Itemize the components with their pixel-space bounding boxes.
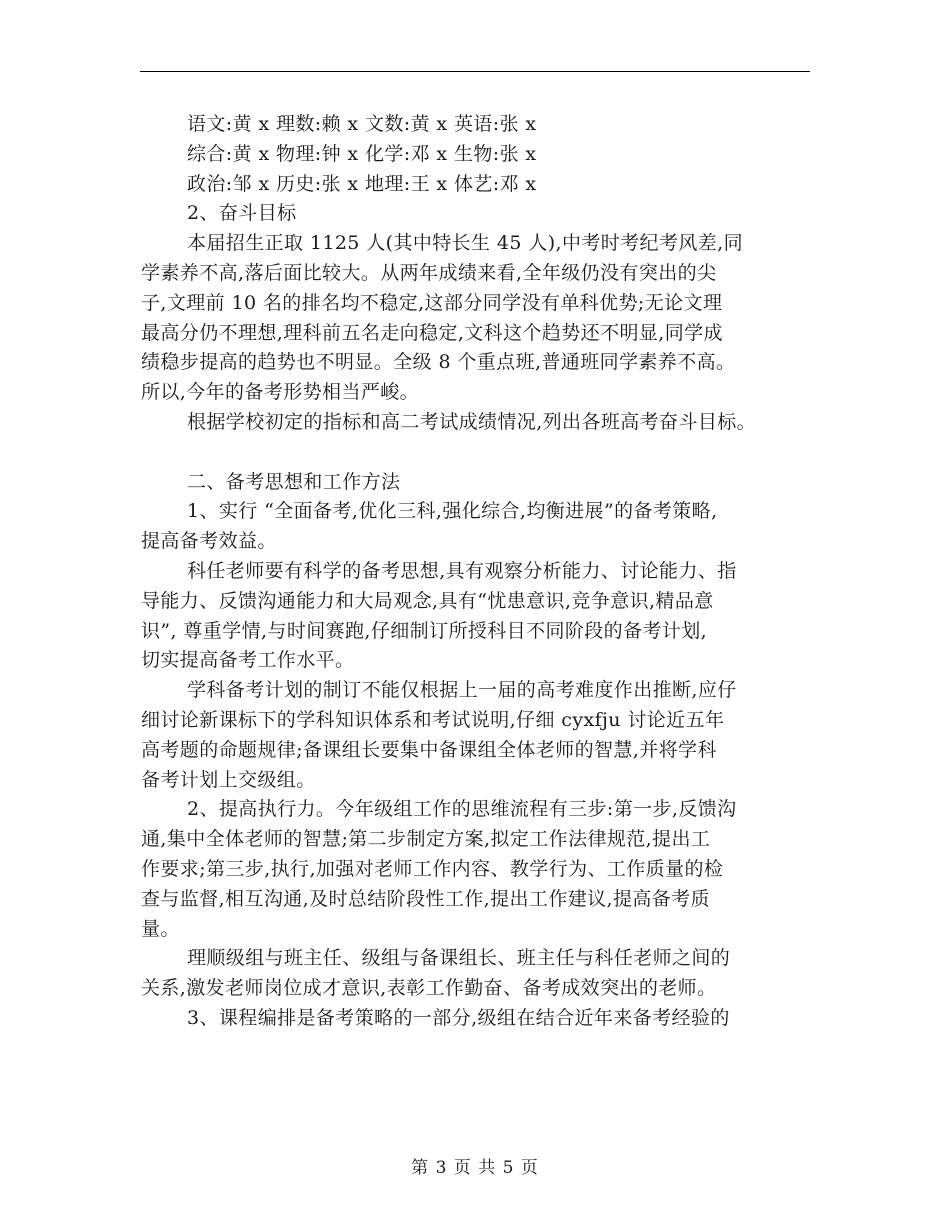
text-line: 二、备考思想和工作方法 [187, 470, 401, 493]
text-line: 切实提高备考工作水平。 [141, 649, 355, 672]
text-line: 细讨论新课标下的学科知识体系和考试说明,仔细 cyxfju 讨论近五年 [141, 708, 725, 731]
text-line: 所以,今年的备考形势相当严峻。 [141, 381, 420, 404]
text-line: 3、课程编排是备考策略的一部分,级组在结合近年来备考经验的 [187, 1006, 730, 1029]
text-line: 理顺级组与班主任、级组与备课组长、班主任与科任老师之间的 [187, 947, 731, 970]
text-line: 绩稳步提高的趋势也不明显。全级 8 个重点班,普通班同学素养不高。 [141, 351, 736, 374]
text-line: 政治:邹 x 历史:张 x 地理:王 x 体艺:邓 x [187, 172, 537, 195]
text-line: 识”, 尊重学情,与时间赛跑,仔细制订所授科目不同阶段的备考计划, [141, 619, 708, 642]
document-body [141, 110, 831, 1034]
text-line: 综合:黄 x 物理:钟 x 化学:邓 x 生物:张 x [187, 142, 537, 165]
text-line: 根据学校初定的指标和高二考试成绩情况,列出各班高考奋斗目标。 [187, 410, 757, 433]
text-line: 子,文理前 10 名的排名均不稳定,这部分同学没有单科优势;无论文理 [141, 291, 723, 314]
header-rule [140, 71, 810, 72]
text-line: 最高分仍不理想,理科前五名走向稳定,文科这个趋势还不明显,同学成 [141, 321, 723, 344]
text-line: 备考计划上交级组。 [141, 768, 316, 791]
blank-line [141, 438, 831, 468]
text-line: 2、奋斗目标 [187, 202, 297, 225]
text-line: 本届招生正取 1125 人(其中特长生 45 人),中考时考纪考风差,同 [187, 232, 743, 255]
text-line: 提高备考效益。 [141, 530, 277, 553]
text-line: 量。 [141, 917, 180, 940]
text-line: 2、提高执行力。今年级组工作的思维流程有三步:第一步,反馈沟 [187, 798, 737, 821]
text-line: 学科备考计划的制订不能仅根据上一届的高考难度作出推断,应仔 [187, 679, 737, 702]
text-line: 关系,激发老师岗位成才意识,表彰工作勤奋、备考成效突出的老师。 [141, 977, 717, 1000]
text-line: 1、实行 “全面备考,优化三科,强化综合,均衡进展”的备考策略, [187, 500, 718, 523]
text-line: 作要求;第三步,执行,加强对老师工作内容、教学行为、工作质量的检 [141, 857, 724, 880]
text-line: 科任老师要有科学的备考思想,具有观察分析能力、讨论能力、指 [187, 559, 737, 582]
text-line: 导能力、反馈沟通能力和大局观念,具有“忧患意识,竞争意识,精品意 [141, 589, 714, 612]
text-line: 学素养不高,落后面比较大。从两年成绩来看,全年级仍没有突出的尖 [141, 261, 717, 284]
page-footer: 第 3 页 共 5 页 [411, 1158, 539, 1178]
text-line: 通,集中全体老师的智慧;第二步制定方案,拟定工作法律规范,提出工 [141, 828, 711, 851]
text-line: 语文:黄 x 理数:赖 x 文数:黄 x 英语:张 x [187, 113, 537, 135]
text-line: 高考题的命题规律;备课组长要集中备课组全体老师的智慧,并将学科 [141, 738, 717, 761]
text-line: 查与监督,相互沟通,及时总结阶段性工作,提出工作建议,提高备考质 [141, 887, 710, 910]
